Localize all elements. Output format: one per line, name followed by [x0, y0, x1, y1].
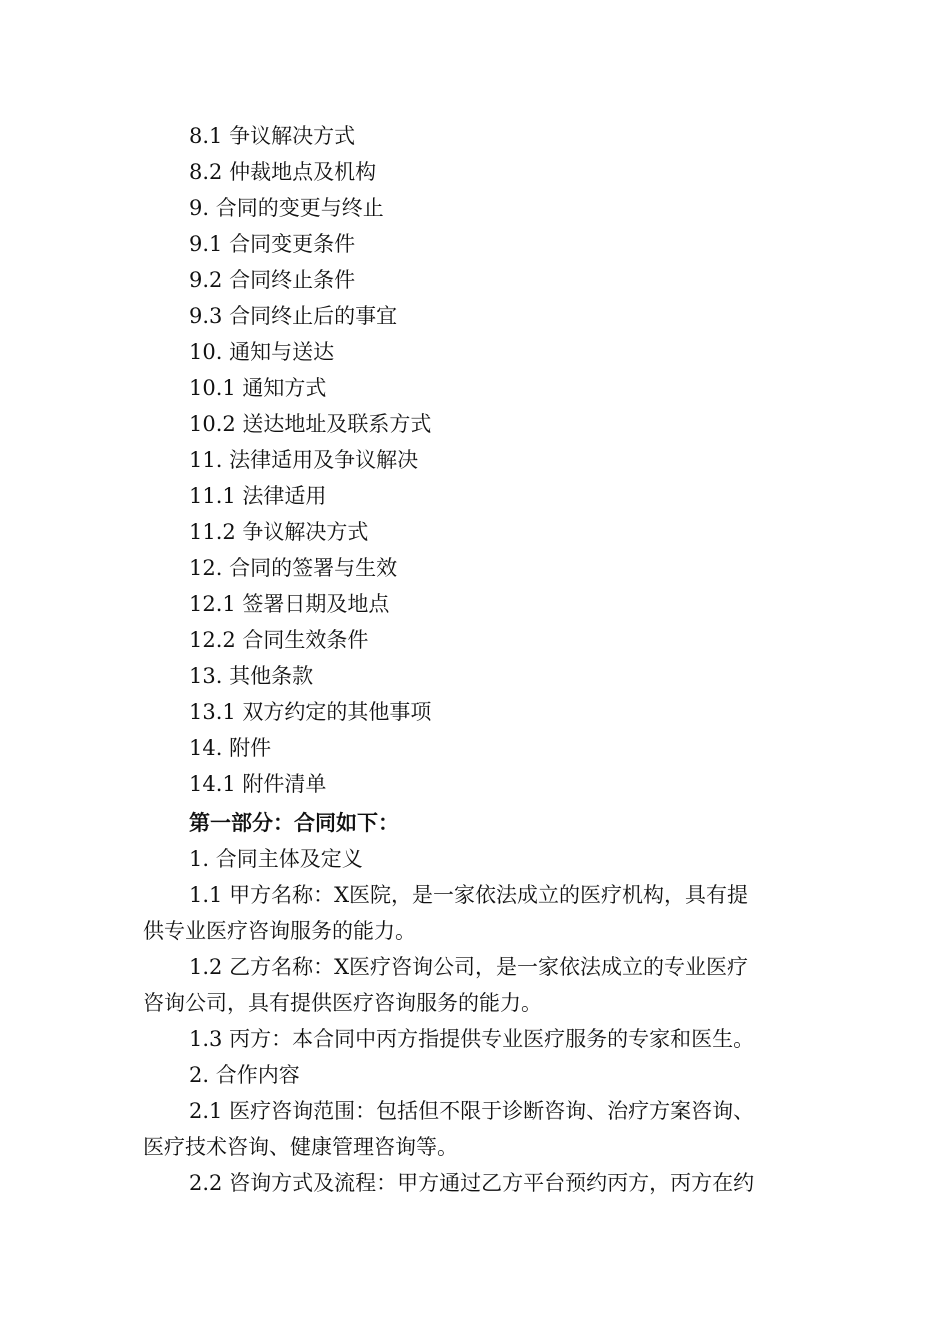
paragraph-line: 2.2 咨询方式及流程：甲方通过乙方平台预约丙方，丙方在约	[189, 1171, 755, 1195]
table-of-contents	[189, 118, 829, 802]
toc-item: 10.2 送达地址及联系方式	[189, 412, 432, 436]
section-heading: 1. 合同主体及定义	[189, 847, 363, 871]
toc-item: 9.3 合同终止后的事宜	[189, 304, 398, 328]
paragraph-line: 1.1 甲方名称：X医院，是一家依法成立的医疗机构，具有提	[189, 883, 749, 907]
toc-item: 10. 通知与送达	[189, 340, 335, 364]
paragraph-line: 1.2 乙方名称：X医疗咨询公司，是一家依法成立的专业医疗	[189, 955, 749, 979]
paragraph-line: 医疗技术咨询、健康管理咨询等。	[143, 1135, 458, 1159]
contract-body	[143, 841, 811, 1201]
toc-item: 11.1 法律适用	[189, 484, 327, 508]
toc-item: 9. 合同的变更与终止	[189, 196, 384, 220]
toc-item: 13.1 双方约定的其他事项	[189, 700, 432, 724]
paragraph-line: 2.1 医疗咨询范围：包括但不限于诊断咨询、治疗方案咨询、	[189, 1099, 755, 1123]
toc-item: 12.1 签署日期及地点	[189, 592, 390, 616]
toc-item: 11. 法律适用及争议解决	[189, 448, 419, 472]
toc-item: 10.1 通知方式	[189, 376, 327, 400]
toc-item: 14.1 附件清单	[189, 772, 327, 796]
toc-item: 13. 其他条款	[189, 664, 314, 688]
toc-item: 11.2 争议解决方式	[189, 520, 369, 544]
toc-item: 9.1 合同变更条件	[189, 232, 356, 256]
toc-item: 14. 附件	[189, 736, 272, 760]
toc-item: 12.2 合同生效条件	[189, 628, 369, 652]
part-heading: 第一部分：合同如下：	[189, 811, 399, 835]
paragraph-line: 咨询公司，具有提供医疗咨询服务的能力。	[143, 991, 542, 1015]
toc-item: 8.1 争议解决方式	[189, 124, 356, 148]
toc-item: 8.2 仲裁地点及机构	[189, 160, 377, 184]
section-heading: 2. 合作内容	[189, 1063, 300, 1087]
paragraph-line: 1.3 丙方：本合同中丙方指提供专业医疗服务的专家和医生。	[189, 1027, 755, 1051]
toc-item: 9.2 合同终止条件	[189, 268, 356, 292]
paragraph-line: 供专业医疗咨询服务的能力。	[143, 919, 416, 943]
toc-item: 12. 合同的签署与生效	[189, 556, 398, 580]
